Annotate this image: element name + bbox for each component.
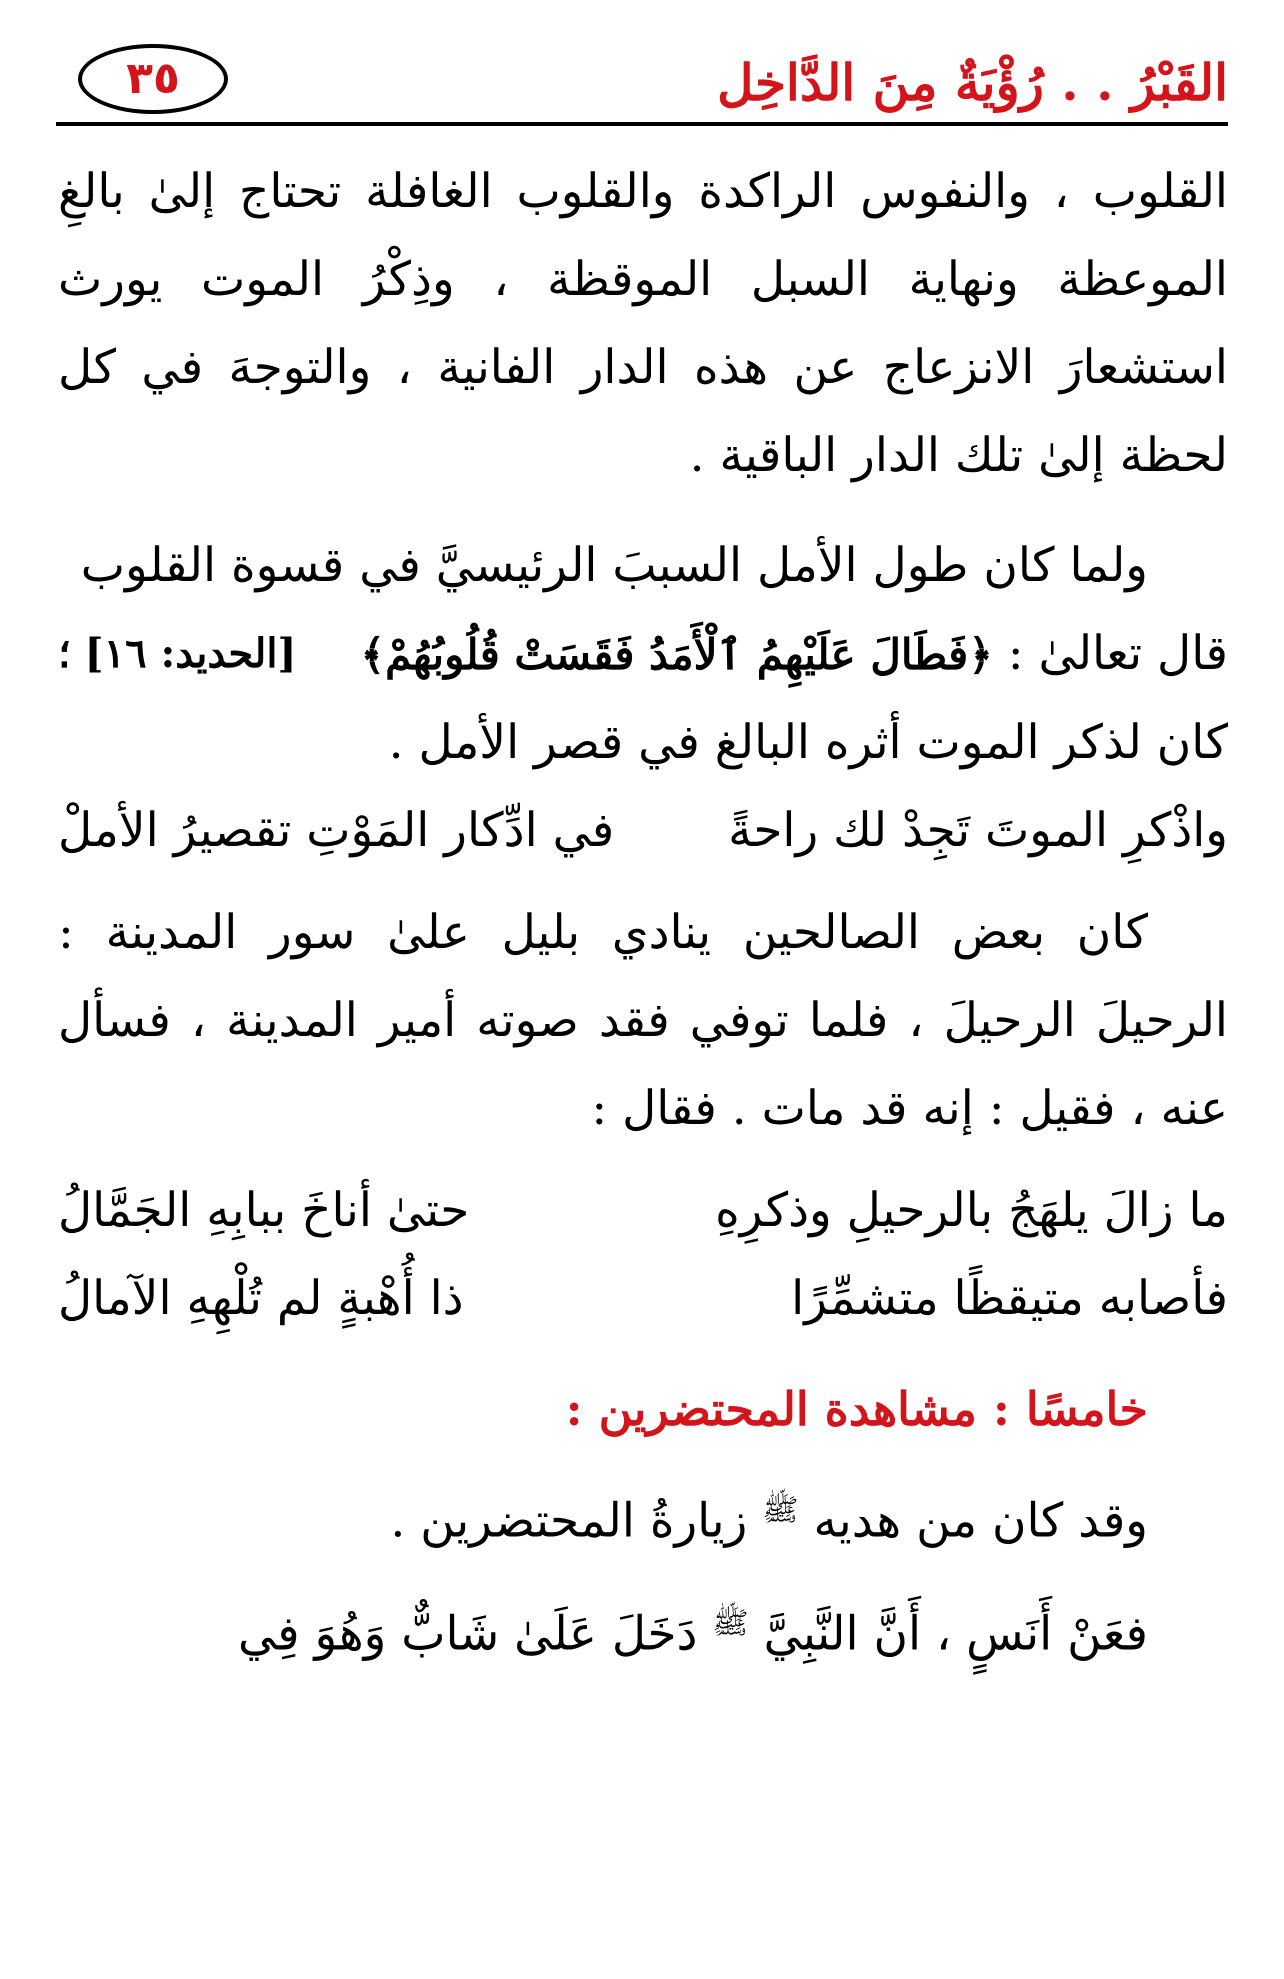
salawat-glyph-2: ﷺ <box>712 1605 749 1641</box>
paragraph-2-line-1: ولما كان طول الأمل السببَ الرئيسيَّ في قسوة القلوب <box>80 538 1148 593</box>
paragraph-4 <box>58 1467 1228 1566</box>
poem-verse-3 <box>58 1255 1228 1343</box>
quran-reference: [الحديد: ١٦] ؛ <box>58 630 297 677</box>
page-header <box>56 38 1228 128</box>
header-rule <box>56 122 1228 126</box>
paragraph-2-line-3: كان لذكر الموت أثره البالغ في قصر الأمل . <box>388 715 1228 770</box>
salawat-glyph: ﷺ <box>762 1493 799 1528</box>
verse-1-second-hemistich: في ادِّكار المَوْتِ تقصيرُ الأملْ <box>58 803 615 858</box>
section-heading: خامسًا : مشاهدة المحتضرين : <box>565 1382 1148 1436</box>
paragraph-5 <box>58 1580 1228 1679</box>
paragraph-5-end: دَخَلَ عَلَىٰ شَابٌّ وَهُوَ فِي <box>237 1606 698 1662</box>
quran-citation-line <box>58 610 1228 699</box>
verse-3-second-hemistich: ذا أُهْبةٍ لم تُلْهِهِ الآمالُ <box>58 1271 464 1326</box>
verse-1-first-hemistich: واذْكرِ الموتَ تَجِدْ لك راحةً <box>728 803 1228 858</box>
paragraph-3: كان بعض الصالحين ينادي بليل علىٰ سور المدينة : الرحيلَ الرحيلَ ، فلما توفي فقد صوته أمير المدينة ، فسأل عنه ، فقيل : إنه قد مات . فقال : <box>58 905 1228 1136</box>
qala-tala: قال تعالىٰ : <box>1007 626 1228 681</box>
paragraph-1: القلوب ، والنفوس الراكدة والقلوب الغافلة تحتاج إلىٰ بالغِ الموعظة ونهاية السبل الموقظة ، وذِكْرُ الموت يورث استشعارَ الانزعاج عن هذه الدار الفانية ، والتوجهَ في كل لحظة إلىٰ تلك الدار الباقية . <box>58 164 1228 483</box>
poem-verse-2 <box>58 1167 1228 1255</box>
verse-2-second-hemistich: حتىٰ أناخَ ببابِهِ الجَمَّالُ <box>58 1183 470 1238</box>
running-title: القَبْرُ . . رُؤْيَةٌ مِنَ الدَّاخِل <box>717 53 1228 112</box>
body-text <box>58 148 1228 1678</box>
paragraph-5-start: فعَنْ أَنَسٍ ، أَنَّ النَّبِيَّ <box>763 1606 1148 1662</box>
page-number-badge <box>78 44 228 114</box>
verse-3-first-hemistich: فأصابه متيقظًا متشمِّرًا <box>791 1271 1228 1326</box>
quran-verse: ﴿فَطَالَ عَلَيْهِمُ ٱلْأَمَدُ فَقَسَتْ قُلُوبُهُمْ﴾ <box>360 630 993 679</box>
poem-verse-1 <box>58 787 1228 875</box>
paragraph-4-start: وقد كان من هديه <box>813 1493 1148 1549</box>
verse-2-first-hemistich: ما زالَ يلهَجُ بالرحيلِ وذكرِهِ <box>715 1183 1228 1238</box>
page-number: ٣٥ <box>126 53 180 104</box>
paragraph-4-end: زيارةُ المحتضرين . <box>390 1493 748 1549</box>
